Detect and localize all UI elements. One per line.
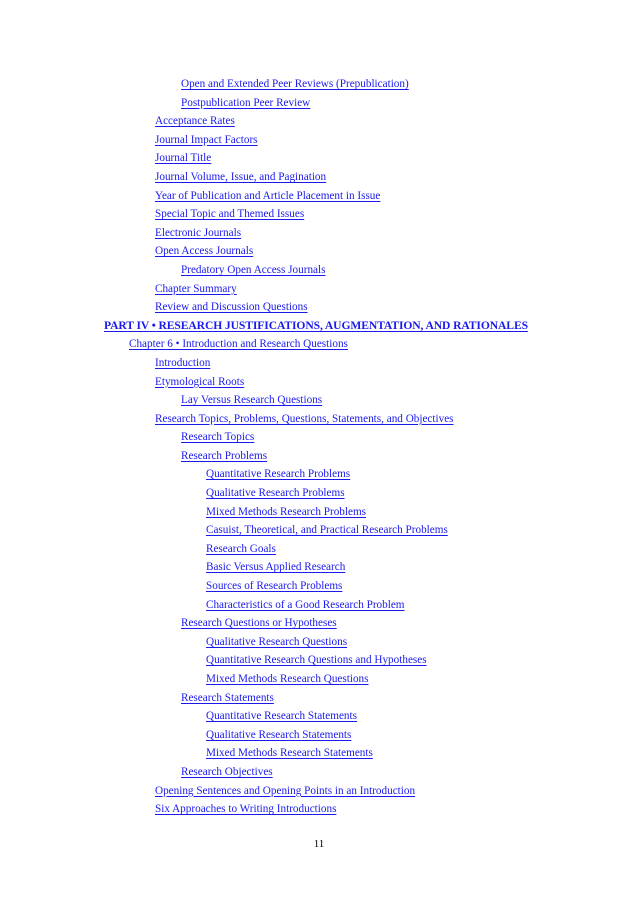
- toc-link[interactable]: Mixed Methods Research Statements: [206, 747, 373, 760]
- toc-link[interactable]: Journal Impact Factors: [155, 133, 258, 146]
- toc-entry: [0, 298, 638, 317]
- toc-entry: [0, 558, 638, 577]
- toc-entry: [0, 540, 638, 559]
- toc-entry: [0, 94, 638, 113]
- toc-link[interactable]: Electronic Journals: [155, 226, 242, 239]
- toc-link[interactable]: Qualitative Research Problems: [206, 487, 345, 500]
- toc-entry: [0, 391, 638, 410]
- toc-link[interactable]: Research Statements: [181, 691, 274, 704]
- table-of-contents: [0, 75, 638, 819]
- toc-link[interactable]: Opening Sentences and Opening Points in an Introduction: [155, 784, 416, 797]
- toc-link[interactable]: Mixed Methods Research Problems: [206, 505, 367, 518]
- toc-link[interactable]: Etymological Roots: [155, 375, 245, 388]
- toc-entry: [0, 168, 638, 187]
- toc-link[interactable]: Research Problems: [181, 449, 268, 462]
- toc-entry: [0, 75, 638, 94]
- toc-link[interactable]: Quantitative Research Statements: [206, 710, 357, 723]
- toc-entry: [0, 726, 638, 745]
- toc-link[interactable]: Research Topics: [181, 431, 255, 444]
- toc-link[interactable]: Research Questions or Hypotheses: [181, 617, 337, 630]
- toc-entry: [0, 112, 638, 131]
- toc-entry: [0, 782, 638, 801]
- toc-link[interactable]: Chapter 6 • Introduction and Research Questions: [129, 338, 348, 351]
- toc-link[interactable]: Journal Title: [155, 152, 212, 165]
- toc-entry: [0, 596, 638, 615]
- toc-link[interactable]: Research Goals: [206, 542, 276, 555]
- toc-entry: [0, 354, 638, 373]
- toc-link[interactable]: Sources of Research Problems: [206, 580, 343, 593]
- toc-entry: [0, 410, 638, 429]
- toc-link[interactable]: PART IV • RESEARCH JUSTIFICATIONS, AUGMENTATION, AND RATIONALES: [104, 318, 528, 332]
- toc-entry: [0, 131, 638, 150]
- toc-link[interactable]: Mixed Methods Research Questions: [206, 673, 369, 685]
- toc-entry: [0, 744, 638, 763]
- page-number: 11: [313, 838, 325, 850]
- toc-entry: [0, 465, 638, 484]
- toc-entry: [0, 577, 638, 596]
- toc-entry: [0, 503, 638, 522]
- toc-entry: [0, 280, 638, 299]
- toc-entry: [0, 707, 638, 726]
- toc-entry: [0, 149, 638, 168]
- toc-entry: [0, 224, 638, 243]
- toc-entry: [0, 763, 638, 782]
- toc-link[interactable]: Quantitative Research Problems: [206, 468, 351, 481]
- toc-link[interactable]: Quantitative Research Questions and Hypotheses: [206, 654, 427, 667]
- toc-link[interactable]: Predatory Open Access Journals: [181, 263, 326, 276]
- toc-link[interactable]: Open and Extended Peer Reviews (Prepublication): [181, 78, 409, 90]
- toc-link[interactable]: Lay Versus Research Questions: [181, 394, 323, 407]
- toc-entry: [0, 614, 638, 633]
- toc-link[interactable]: Qualitative Research Statements: [206, 728, 352, 741]
- toc-entry: [0, 242, 638, 261]
- toc-entry: [0, 447, 638, 466]
- toc-link[interactable]: Six Approaches to Writing Introductions: [155, 803, 337, 816]
- toc-link[interactable]: Acceptance Rates: [155, 115, 235, 128]
- toc-link[interactable]: Introduction: [155, 356, 211, 369]
- toc-link[interactable]: Open Access Journals: [155, 245, 254, 258]
- toc-entry: [0, 689, 638, 708]
- toc-link[interactable]: Year of Publication and Article Placement in Issue: [155, 189, 381, 202]
- toc-link[interactable]: Review and Discussion Questions: [155, 301, 308, 314]
- toc-entry: [0, 800, 638, 819]
- toc-link[interactable]: Chapter Summary: [155, 282, 237, 295]
- toc-entry: [0, 670, 638, 689]
- toc-link[interactable]: Qualitative Research Questions: [206, 635, 348, 648]
- toc-link[interactable]: Postpublication Peer Review: [181, 96, 311, 109]
- toc-link[interactable]: Research Topics, Problems, Questions, Statements, and Objectives: [155, 412, 454, 425]
- toc-entry: [0, 187, 638, 206]
- toc-link[interactable]: Characteristics of a Good Research Problem: [206, 598, 405, 611]
- toc-link[interactable]: Research Objectives: [181, 765, 273, 778]
- toc-link[interactable]: Journal Volume, Issue, and Pagination: [155, 170, 327, 183]
- toc-entry: [0, 373, 638, 392]
- toc-link[interactable]: Special Topic and Themed Issues: [155, 208, 305, 221]
- toc-entry: [0, 633, 638, 652]
- toc-chapter-entry: [0, 335, 638, 354]
- toc-entry: [0, 651, 638, 670]
- toc-part-heading: [0, 317, 638, 336]
- toc-entry: [0, 428, 638, 447]
- toc-entry: [0, 521, 638, 540]
- toc-entry: [0, 261, 638, 280]
- toc-link[interactable]: Basic Versus Applied Research: [206, 561, 346, 574]
- toc-link[interactable]: Casuist, Theoretical, and Practical Research Problems: [206, 524, 448, 537]
- toc-entry: [0, 484, 638, 503]
- toc-entry: [0, 205, 638, 224]
